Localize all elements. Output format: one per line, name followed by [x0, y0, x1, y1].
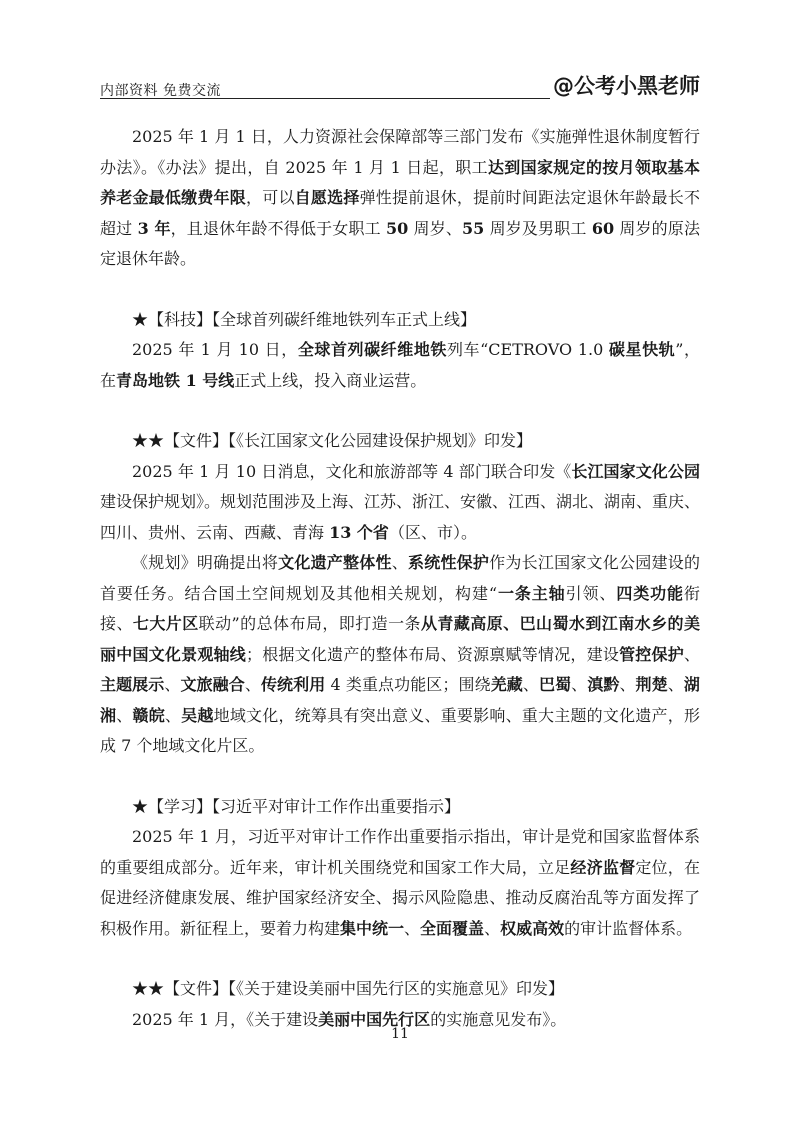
- text-run: 2025 年 1 月 1 日，人力资源社会保障部等三部门发布《实施弹性退休制度暂行办法》。《办法》提出，自 2025 年 1 月 1 日起，职工: [100, 127, 700, 177]
- bold-text-run: 滇黔: [587, 675, 620, 694]
- bold-text-run: 长江国家文化公园: [571, 461, 700, 481]
- bold-text-run: 从青藏高原、巴山蜀水到江南水乡的美丽中国文化景观轴线: [100, 614, 700, 664]
- paragraph: [100, 792, 700, 823]
- text-run: 、: [522, 675, 539, 694]
- bold-text-run: 60: [591, 218, 615, 238]
- bold-text-run: 荆楚: [635, 675, 668, 694]
- text-run: 定位，在促进经济健康发展、维护国家经济安全、揭示风险隐患、推动反腐治乱等方面发挥了积极作用。新征程上，要着力构建: [100, 857, 700, 938]
- bold-text-run: 七大片区: [132, 614, 199, 633]
- bold-text-run: 管控保护: [619, 644, 684, 664]
- text-run: 列车“CETROVO 1.0: [446, 340, 609, 359]
- text-run: ★★【文件】【《关于建设美丽中国先行区的实施意见》印发】: [132, 979, 565, 998]
- bold-text-run: 自愿选择: [294, 188, 360, 207]
- bold-text-run: 碳星快轨: [608, 340, 676, 359]
- paragraph: [100, 122, 700, 275]
- text-run: 弹性提前退休，提前时间距法定退休年龄最长不超过: [100, 188, 700, 238]
- text-run: 、: [404, 918, 421, 938]
- text-run: 地域文化，统筹具有突出意义、重要影响、重大主题的文化遗产，形成 7 个地域文化片区。: [100, 705, 700, 755]
- bold-text-run: 青岛地铁 1 号线: [116, 370, 235, 390]
- text-run: 周岁、: [408, 218, 463, 238]
- bold-text-run: 全面覆盖: [420, 918, 485, 938]
- text-run: ★【科技】【全球首列碳纤维地铁列车正式上线】: [132, 309, 477, 329]
- text-run: 2025 年 1 月，习近平对审计工作作出重要指示指出，审计是党和国家监督体系的重要组成部分。近年来，审计机关围绕党和国家工作大局，立足: [100, 827, 700, 877]
- text-run: ★【学习】【习近平对审计工作作出重要指示】: [132, 796, 461, 816]
- text-run: 作为长江国家文化公园建设的首要任务。结合国土空间规划及其他相关规划，构建“: [100, 553, 700, 603]
- text-run: 2025 年 1 月 10 日，: [132, 340, 298, 359]
- section-gap: [100, 396, 700, 426]
- bold-text-run: 集中统一: [340, 918, 405, 938]
- paragraph: [100, 548, 700, 762]
- text-run: 建设保护规划》。规划范围涉及上海、江苏、浙江、安徽、江西、湖北、湖南、重庆、四川、贵州、云南、西藏、青海: [100, 492, 701, 542]
- bold-text-run: 美丽中国先行区: [318, 1009, 431, 1029]
- paragraph: [100, 974, 700, 1005]
- text-run: 、: [571, 675, 588, 694]
- header-left-text: 内部资料 免费交流: [100, 83, 221, 99]
- paragraph: [100, 426, 700, 457]
- text-run: 、: [667, 675, 684, 694]
- text-run: 衔接、: [100, 583, 700, 633]
- section-gap: [100, 944, 700, 974]
- bold-text-run: 羌藏: [490, 675, 523, 694]
- text-run: 4 类重点功能区；围绕: [325, 675, 491, 694]
- bold-text-run: 达到国家规定的按月领取基本养老金最低缴费年限: [100, 157, 700, 207]
- header-author-handle: @公考小黑老师: [553, 74, 700, 98]
- text-run: 的实施意见发布》。: [430, 1009, 567, 1029]
- bold-text-run: 全球首列碳纤维地铁: [297, 340, 447, 359]
- text-run: （区、市）。: [388, 522, 477, 542]
- text-run: 的审计监督体系。: [564, 918, 693, 938]
- text-run: ”，在: [100, 340, 700, 390]
- bold-text-run: 湖湘: [100, 675, 700, 725]
- text-run: ，且退休年龄不得低于女职工: [170, 218, 387, 238]
- text-run: 、: [116, 705, 133, 725]
- bold-text-run: 赣皖: [132, 705, 165, 725]
- text-run: 、: [683, 644, 700, 664]
- bold-text-run: 13 个省: [329, 522, 389, 542]
- bold-text-run: 吴越: [181, 705, 214, 725]
- bold-text-run: 传统利用: [260, 675, 326, 694]
- bold-text-run: 一条主轴: [497, 583, 566, 603]
- paragraph: [100, 335, 700, 396]
- bold-text-run: 系统性保护: [407, 553, 490, 572]
- bold-text-run: 50: [386, 218, 409, 238]
- page-header: [100, 72, 700, 102]
- document-body: [100, 122, 700, 1035]
- paragraph: [100, 305, 700, 336]
- text-run: 、: [164, 675, 181, 694]
- text-run: ；根据文化遗产的整体布局、资源禀赋等情况，建设: [246, 644, 620, 664]
- bold-text-run: 文化遗产整体性: [278, 553, 392, 572]
- bold-text-run: 55: [462, 218, 485, 238]
- page-number: 11: [391, 1026, 409, 1042]
- bold-text-run: 巴蜀: [538, 675, 572, 694]
- text-run: 2025 年 1 月 10 日消息，文化和旅游部等 4 部门联合印发《: [132, 461, 572, 481]
- text-run: 2025 年 1 月，《关于建设: [132, 1009, 319, 1029]
- text-run: 《规划》明确提出将: [132, 553, 279, 572]
- text-run: 、: [391, 553, 408, 572]
- text-run: ，可以: [246, 188, 295, 207]
- text-run: 联动”的总体布局，即打造一条: [198, 614, 421, 633]
- text-run: 引领、: [565, 583, 617, 603]
- text-run: 正式上线，投入商业运营。: [234, 370, 427, 390]
- text-run: 、: [484, 918, 501, 938]
- bold-text-run: 主题展示: [100, 675, 165, 694]
- header-rule: [100, 98, 550, 99]
- bold-text-run: 文旅融合: [180, 675, 245, 694]
- bold-text-run: 3 年: [137, 218, 171, 238]
- paragraph: [100, 457, 700, 549]
- bold-text-run: 经济监督: [570, 857, 636, 877]
- section-gap: [100, 275, 700, 305]
- text-run: ★★【文件】【《长江国家文化公园建设保护规划》印发】: [132, 431, 533, 450]
- text-run: 、: [164, 705, 182, 725]
- paragraph: [100, 822, 700, 944]
- bold-text-run: 权威高效: [500, 918, 565, 938]
- text-run: 周岁及男职工: [484, 218, 592, 238]
- text-run: 周岁的原法定退休年龄。: [100, 218, 700, 268]
- bold-text-run: 四类功能: [616, 583, 684, 603]
- text-run: 、: [244, 675, 261, 694]
- section-gap: [100, 762, 700, 792]
- text-run: 、: [619, 675, 636, 694]
